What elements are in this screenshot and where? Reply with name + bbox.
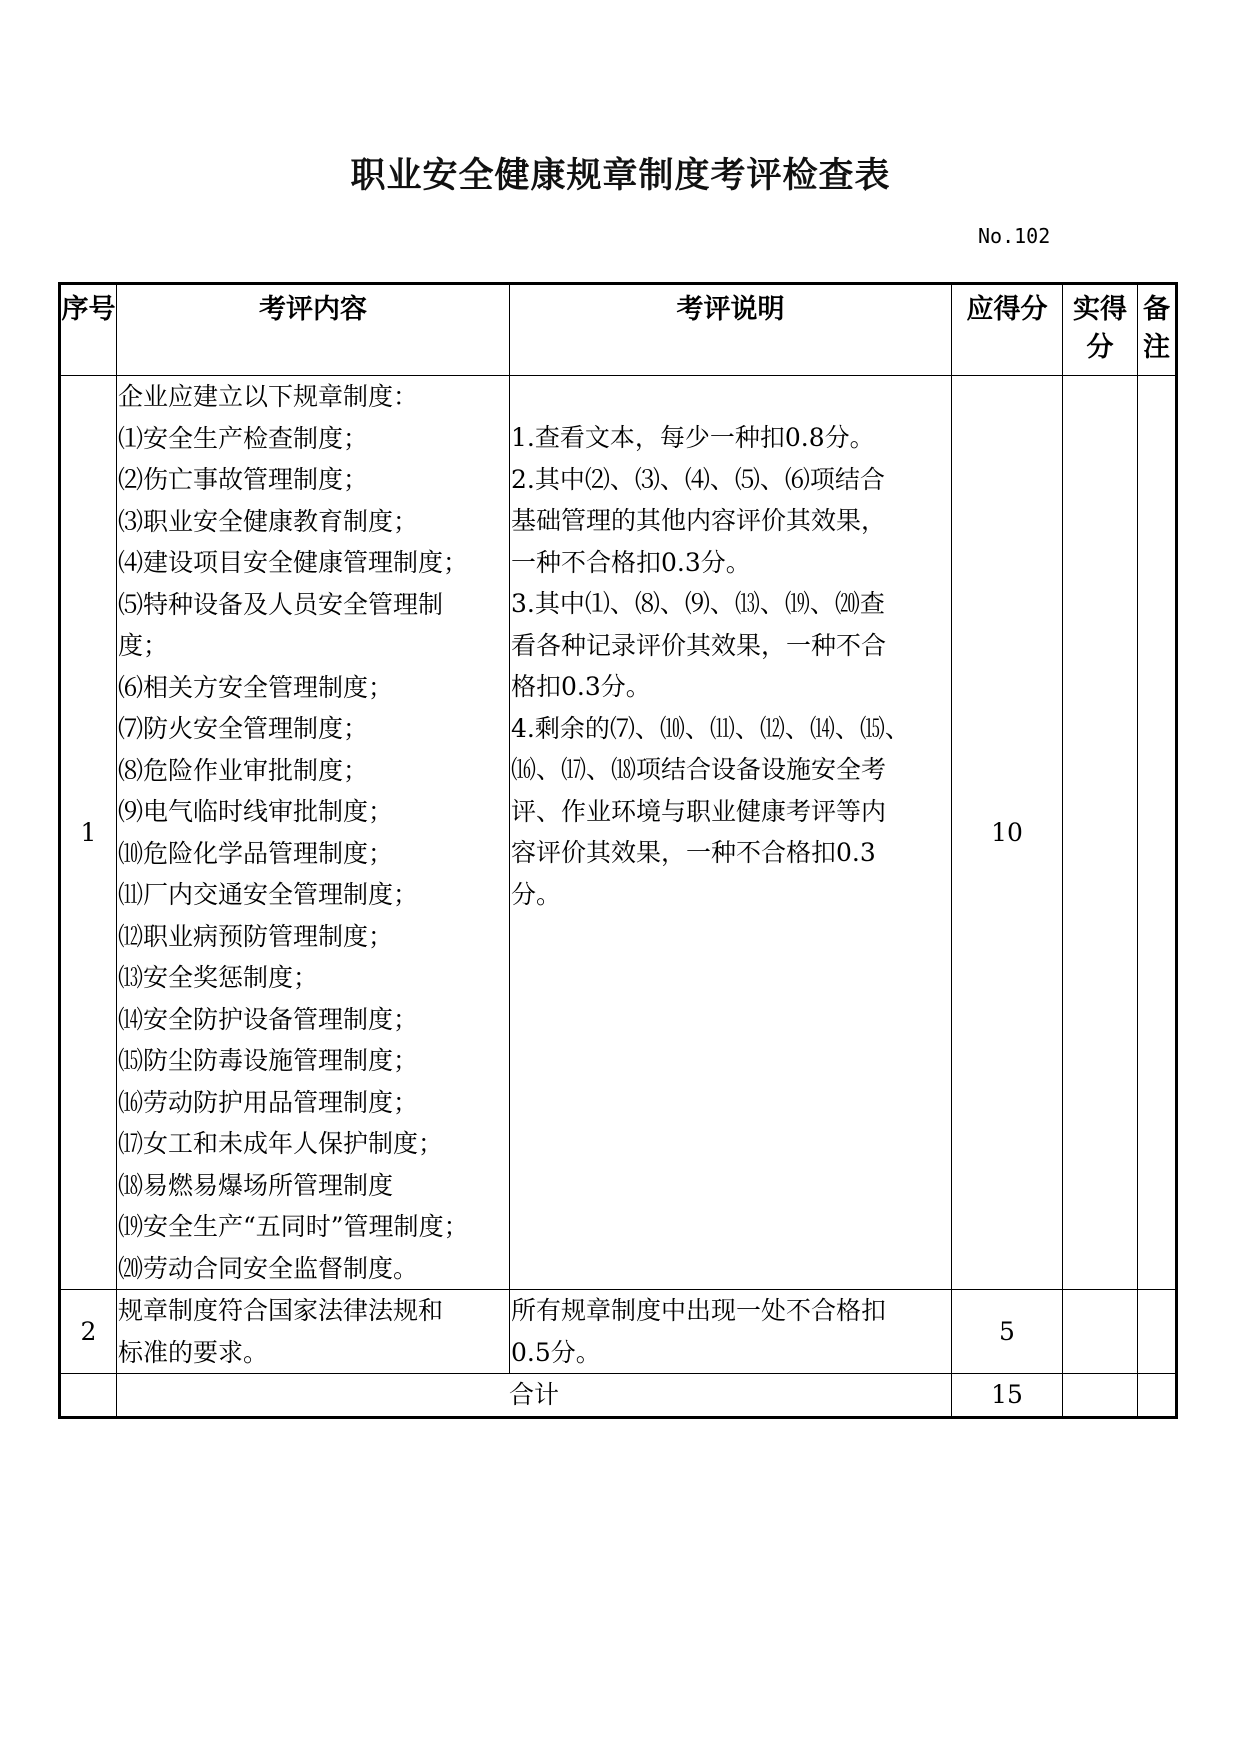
description-line: 0.5分。 bbox=[511, 1337, 601, 1367]
header-content: 考评内容 bbox=[117, 284, 510, 376]
content-line: ⑷建设项目安全健康管理制度； bbox=[118, 548, 469, 577]
document-number: No.102 bbox=[978, 224, 1051, 248]
description-line: 所有规章制度中出现一处不合格扣 bbox=[511, 1296, 887, 1325]
description-line: 一种不合格扣0.3分。 bbox=[511, 547, 751, 577]
header-description: 考评说明 bbox=[510, 284, 952, 376]
content-line: ⑴安全生产检查制度； bbox=[118, 423, 369, 453]
content-line: 标准的要求。 bbox=[118, 1337, 269, 1367]
row-description bbox=[510, 376, 952, 1290]
total-score-due: 15 bbox=[952, 1374, 1063, 1418]
description-line: 格扣0.3分。 bbox=[511, 672, 651, 701]
content-line: ⑸特种设备及人员安全管理制 bbox=[118, 589, 444, 619]
header-row bbox=[60, 284, 1177, 376]
content-line: ⑽危险化学品管理制度； bbox=[118, 838, 394, 868]
header-score-due: 应得分 bbox=[952, 284, 1063, 376]
content-line: 度； bbox=[118, 631, 169, 660]
row-description bbox=[510, 1290, 952, 1374]
description-line: 2.其中⑵、⑶、⑷、⑸、⑹项结合 bbox=[511, 464, 885, 494]
description-line: 容评价其效果，一种不合格扣0.3 bbox=[511, 838, 876, 867]
table-row bbox=[60, 1290, 1177, 1374]
content-line: ⑾厂内交通安全管理制度； bbox=[118, 880, 419, 909]
row-score-actual[interactable] bbox=[1063, 1290, 1138, 1374]
content-line: ⒄女工和未成年人保护制度； bbox=[118, 1129, 444, 1158]
content-line: ⑿职业病预防管理制度； bbox=[118, 921, 394, 951]
description-line: 1.查看文本，每少一种扣0.8分。 bbox=[511, 423, 875, 452]
content-line: ⒆安全生产“五同时”管理制度； bbox=[118, 1212, 469, 1241]
page-title: 职业安全健康规章制度考评检查表 bbox=[350, 156, 891, 196]
description-line: 分。 bbox=[511, 879, 562, 909]
inspection-table bbox=[58, 282, 1178, 1419]
description-line: 4.剩余的⑺、⑽、⑾、⑿、⒁、⒂、 bbox=[511, 713, 910, 743]
total-seq-empty bbox=[60, 1374, 117, 1418]
description-line: 评、作业环境与职业健康考评等内 bbox=[511, 796, 887, 826]
content-line: ⒁安全防护设备管理制度； bbox=[118, 1004, 419, 1034]
description-line: 3.其中⑴、⑻、⑼、⒀、⒆、⒇查 bbox=[511, 589, 885, 618]
row-score-due: 10 bbox=[952, 376, 1063, 1290]
content-line: ⑼电气临时线审批制度； bbox=[118, 797, 394, 826]
content-line: ⑵伤亡事故管理制度； bbox=[118, 465, 369, 494]
row-seq: 1 bbox=[60, 376, 117, 1290]
row-content bbox=[117, 376, 510, 1290]
content-line: 企业应建立以下规章制度： bbox=[118, 382, 419, 411]
header-score-actual: 实得分 bbox=[1063, 284, 1138, 376]
content-line: ⒅易燃易爆场所管理制度 bbox=[118, 1170, 394, 1200]
total-row bbox=[60, 1374, 1177, 1418]
row-seq: 2 bbox=[60, 1290, 117, 1374]
content-line: ⒇劳动合同安全监督制度。 bbox=[118, 1253, 419, 1283]
row-content bbox=[117, 1290, 510, 1374]
total-remark[interactable] bbox=[1138, 1374, 1177, 1418]
total-score-actual[interactable] bbox=[1063, 1374, 1138, 1418]
row-score-actual[interactable] bbox=[1063, 376, 1138, 1290]
description-line: ⒃、⒄、⒅项结合设备设施安全考 bbox=[511, 755, 887, 784]
header-remark: 备注 bbox=[1138, 284, 1177, 376]
description-line: 看各种记录评价其效果，一种不合 bbox=[511, 630, 887, 660]
description-line: 基础管理的其他内容评价其效果， bbox=[511, 506, 887, 535]
table-row bbox=[60, 376, 1177, 1290]
content-line: ⑶职业安全健康教育制度； bbox=[118, 506, 419, 536]
content-line: ⑹相关方安全管理制度； bbox=[118, 672, 394, 702]
total-label: 合计 bbox=[117, 1374, 952, 1418]
row-remark[interactable] bbox=[1138, 1290, 1177, 1374]
content-line: ⒂防尘防毒设施管理制度； bbox=[118, 1046, 419, 1075]
content-line: ⒀安全奖惩制度； bbox=[118, 963, 319, 992]
header-seq: 序号 bbox=[60, 284, 117, 376]
content-line: ⑺防火安全管理制度； bbox=[118, 714, 369, 743]
content-line: ⒃劳动防护用品管理制度； bbox=[118, 1087, 419, 1117]
content-line: 规章制度符合国家法律法规和 bbox=[118, 1296, 444, 1325]
row-remark[interactable] bbox=[1138, 376, 1177, 1290]
row-score-due: 5 bbox=[952, 1290, 1063, 1374]
content-line: ⑻危险作业审批制度； bbox=[118, 755, 369, 785]
